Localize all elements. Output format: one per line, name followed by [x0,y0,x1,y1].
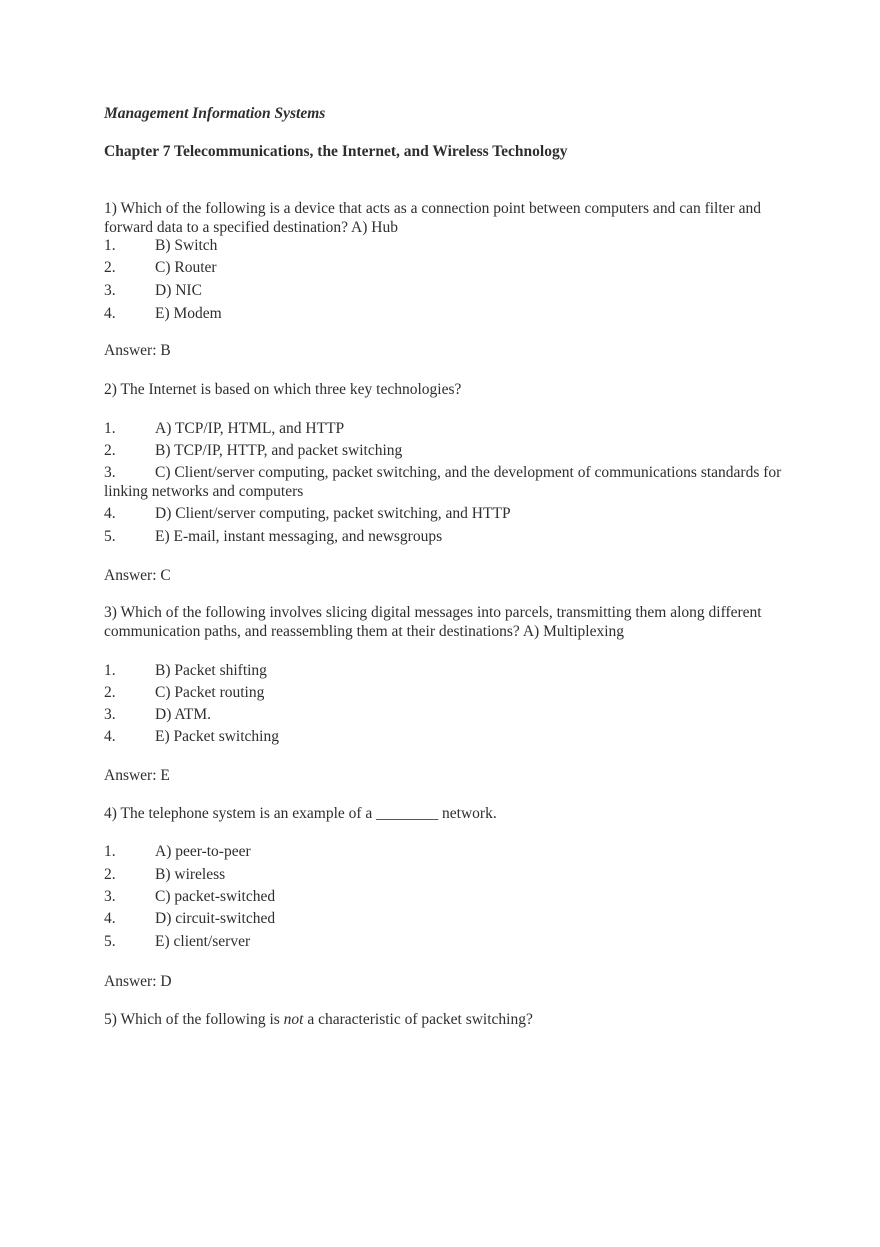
option-number: 4. [104,728,116,745]
option-text: E) Packet switching [155,728,279,745]
option [104,662,784,681]
option-number: 3. [104,888,116,905]
option-text: E) Modem [155,305,222,322]
option [104,305,784,324]
option-number: 2. [104,684,116,701]
option-text: A) TCP/IP, HTML, and HTTP [155,420,345,437]
option-text: C) Client/server computing, packet switching, and the development of communications standards for linking networks and computers [104,464,782,500]
option [104,282,784,301]
option-text: B) TCP/IP, HTTP, and packet switching [155,442,403,459]
option-number: 2. [104,866,116,883]
option [104,684,784,703]
question-2: 2) The Internet is based on which three key technologies? [104,381,462,398]
option [104,505,784,524]
option-text: E) client/server [155,933,251,950]
option-number: 1. [104,843,116,860]
option [104,442,784,461]
option-number: 1. [104,662,116,679]
option-number: 5. [104,933,116,950]
option [104,728,784,747]
option [104,843,784,862]
option [104,420,784,439]
answer: Answer: B [104,342,171,359]
option-text: B) Switch [155,237,218,254]
emphasis-text: not [283,1011,304,1028]
option [104,237,784,256]
question-3: 3) Which of the following involves slicing digital messages into parcels, transmitting them along different communication paths, and reassembling them at their destinations? A) Multiplexing [104,604,762,640]
option-text: D) circuit-switched [155,910,276,927]
question-5 [104,1011,784,1030]
option-number: 5. [104,528,116,545]
answer: Answer: C [104,567,171,584]
option [104,259,784,278]
option-text: B) wireless [155,866,226,883]
option-number: 3. [104,282,116,299]
option [104,866,784,885]
option [104,464,784,501]
option-number: 1. [104,237,116,254]
option-number: 4. [104,910,116,927]
option-number: 4. [104,305,116,322]
option [104,910,784,929]
answer: Answer: E [104,767,170,784]
option-text: C) packet-switched [155,888,276,905]
option-text: D) Client/server computing, packet switching, and HTTP [155,505,511,522]
option-number: 2. [104,442,116,459]
question-1: 1) Which of the following is a device that acts as a connection point between computers and can filter and forward data to a specified destination? A) Hub [104,200,761,236]
option [104,528,784,547]
question-text: 5) Which of the following is [104,1011,284,1028]
option-text: A) peer-to-peer [155,843,251,860]
option-text: E) E-mail, instant messaging, and newsgroups [155,528,443,545]
option-text: C) Router [155,259,217,276]
option [104,933,784,952]
option-text: D) NIC [155,282,202,299]
option-number: 3. [104,464,116,481]
option-number: 4. [104,505,116,522]
option-text: B) Packet shifting [155,662,267,679]
option-text: C) Packet routing [155,684,265,701]
chapter-heading: Chapter 7 Telecommunications, the Internet, and Wireless Technology [104,143,568,160]
answer: Answer: D [104,973,172,990]
document-title: Management Information Systems [104,105,326,122]
question-4: 4) The telephone system is an example of a ________ network. [104,805,497,822]
option-number: 1. [104,420,116,437]
option-number: 3. [104,706,116,723]
option-number: 2. [104,259,116,276]
question-text: a characteristic of packet switching? [303,1011,533,1028]
option [104,888,784,907]
option-text: D) ATM. [155,706,211,723]
option [104,706,784,725]
